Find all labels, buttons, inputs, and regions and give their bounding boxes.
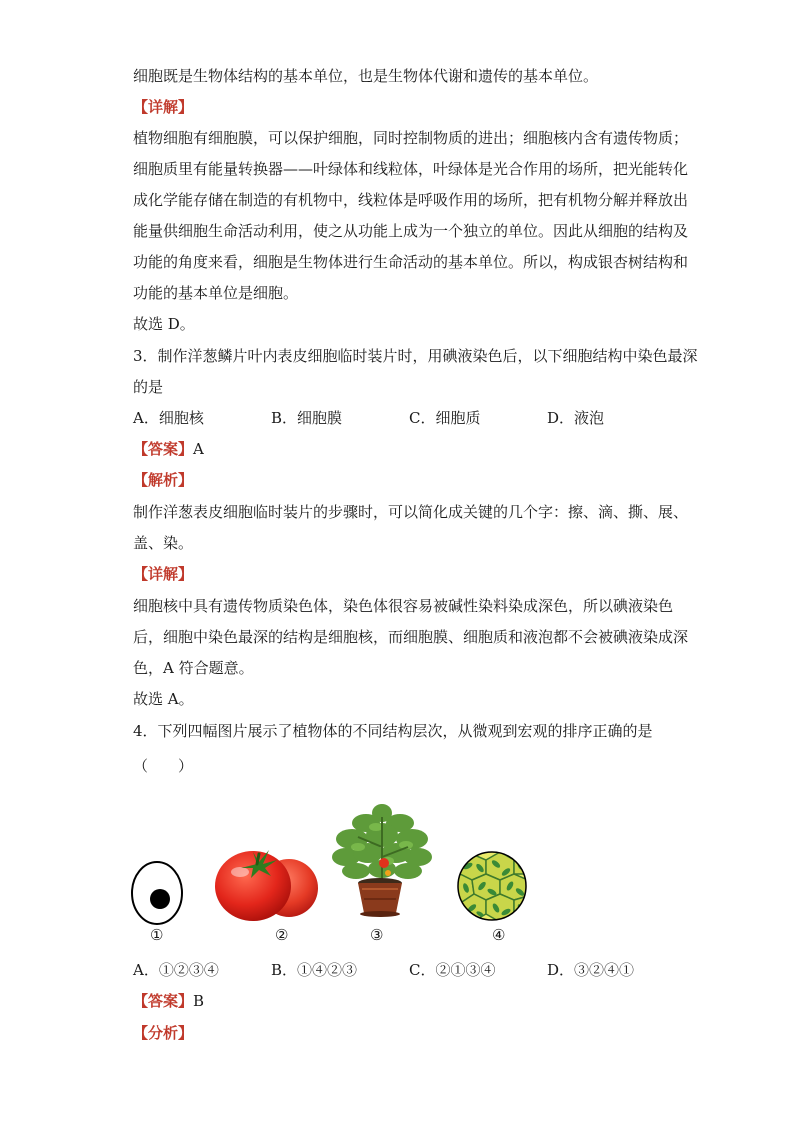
answer-value: B <box>193 992 205 1010</box>
figure-label: ② <box>275 926 289 944</box>
figure-label: ③ <box>370 926 384 944</box>
q4-stem-bracket: （ ） <box>133 757 194 775</box>
q3-analysis-line: 盖、染。 <box>133 534 194 552</box>
cell-figure <box>130 860 184 926</box>
q4-analysis-heading: 【分析】 <box>133 1024 194 1042</box>
answer-heading: 【答案】 <box>133 992 194 1010</box>
answer-value: A <box>193 440 204 458</box>
q3-detail-line: 后，细胞中染色最深的结构是细胞核，而细胞膜、细胞质和液泡都不会被碘液染成深 <box>133 628 689 646</box>
q3-option-d: D．液泡 <box>547 409 605 427</box>
detail-line: 能量供细胞生命活动利用，使之从功能上成为一个独立的单位。因此从细胞的结构及 <box>133 222 689 240</box>
tissue-figure <box>456 850 528 922</box>
q3-stem-cont: 的是 <box>133 378 164 396</box>
q3-option-a: A．细胞核 <box>133 409 204 427</box>
detail-heading: 【详解】 <box>133 98 194 116</box>
intro-text: 细胞既是生物体结构的基本单位，也是生物体代谢和遗传的基本单位。 <box>133 67 599 85</box>
q3-choice: 故选 A。 <box>133 690 194 708</box>
q3-analysis-heading: 【解析】 <box>133 471 194 489</box>
answer-heading: 【答案】 <box>133 440 194 458</box>
q3-answer <box>133 439 204 459</box>
detail-line: 成化学能存储在制造的有机物中，线粒体是呼吸作用的场所，把有机物分解并释放出 <box>133 191 689 209</box>
q3-detail-line: 细胞核中具有遗传物质染色体，染色体很容易被碱性染料染成深色，所以碘液染色 <box>133 597 674 615</box>
choice-text: 故选 D。 <box>133 315 195 333</box>
q4-stem: 4．下列四幅图片展示了植物体的不同结构层次，从微观到宏观的排序正确的是 <box>133 722 653 740</box>
q4-option-d: D．③②④① <box>547 961 635 979</box>
tomato-figure <box>213 846 319 922</box>
q3-analysis-line: 制作洋葱表皮细胞临时装片的步骤时，可以简化成关键的几个字：擦、滴、撕、展、 <box>133 503 689 521</box>
q4-option-a: A．①②③④ <box>133 961 219 979</box>
q4-option-c: C．②①③④ <box>409 961 496 979</box>
detail-line: 细胞质里有能量转换器——叶绿体和线粒体，叶绿体是光合作用的场所，把光能转化 <box>133 160 689 178</box>
detail-line: 功能的基本单位是细胞。 <box>133 284 299 302</box>
q3-stem: 3．制作洋葱鳞片叶内表皮细胞临时装片时，用碘液染色后，以下细胞结构中染色最深 <box>133 347 698 365</box>
detail-line: 植物细胞有细胞膜，可以保护细胞，同时控制物质的进出；细胞核内含有遗传物质； <box>133 129 689 147</box>
q4-answer <box>133 991 204 1011</box>
q3-detail-heading: 【详解】 <box>133 565 194 583</box>
plant-figure <box>322 797 446 921</box>
q3-option-c: C．细胞质 <box>409 409 481 427</box>
q4-option-b: B．①④②③ <box>271 961 358 979</box>
q3-detail-line: 色，A 符合题意。 <box>133 659 254 677</box>
q3-option-b: B．细胞膜 <box>271 409 343 427</box>
figure-label: ④ <box>492 926 506 944</box>
figure-label: ① <box>150 926 164 944</box>
detail-line: 功能的角度来看，细胞是生物体进行生命活动的基本单位。所以，构成银杏树结构和 <box>133 253 689 271</box>
